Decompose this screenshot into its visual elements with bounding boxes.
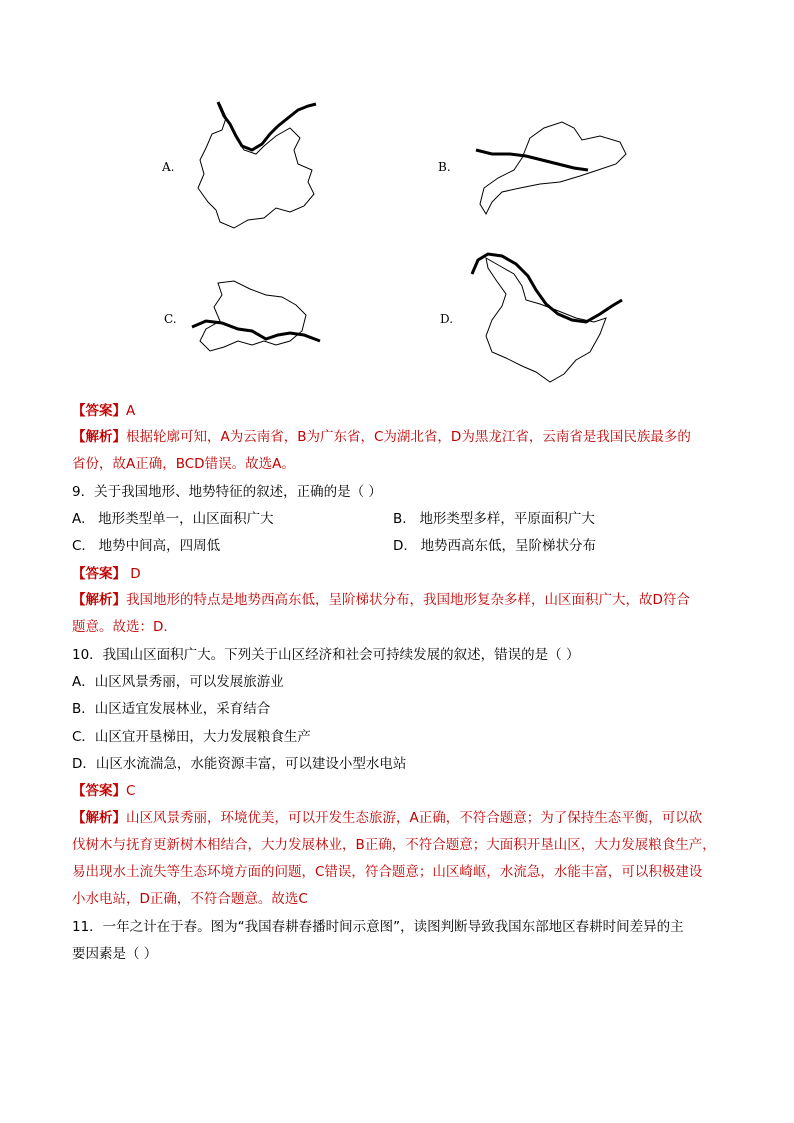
- q10-analysis-line2: 伐树木与抚育更新树木相结合，大力发展林业，B正确，不符合题意；大面积开垦山区，大力发展粮食生产，: [72, 837, 716, 853]
- q10-option-d: D．山区水流湍急，水能资源丰富，可以建设小型水电站: [72, 756, 407, 772]
- map-label-d: D.: [440, 312, 454, 326]
- q10-option-a: A．山区风景秀丽，可以发展旅游业: [72, 674, 284, 690]
- option-letter: D.: [393, 538, 408, 554]
- q10-analysis-text1: 山区风景秀丽，环境优美，可以开发生态旅游，A正确，不符合题意；为了保持生态平衡，可以砍: [126, 810, 703, 826]
- q8-answer: A: [126, 403, 136, 419]
- analysis-tag: 【解析】: [72, 429, 126, 445]
- map-label-b: B.: [438, 160, 451, 174]
- q9-option-d: [393, 537, 596, 555]
- q9-option-b: [393, 510, 595, 528]
- map-c-hubei-outline: [190, 275, 330, 355]
- q9-option-c: [72, 537, 220, 555]
- option-text: 地势西高东低，呈阶梯状分布: [420, 538, 597, 554]
- q8-analysis-line1: [72, 428, 732, 446]
- option-text: 地形类型单一，山区面积广大: [98, 511, 274, 527]
- q10-answer: C: [126, 783, 136, 799]
- q10-analysis-line3: 易出现水土流失等生态环境方面的问题，C错误，符合题意；山区崎岖，水流急，水能丰富，可以积极建设: [72, 864, 703, 880]
- answer-tag: 【答案】: [72, 566, 126, 582]
- option-text: 地势中间高，四周低: [98, 538, 221, 554]
- map-a-yunnan-outline: [190, 98, 325, 233]
- analysis-tag: 【解析】: [72, 592, 126, 608]
- q10-option-b: B．山区适宜发展林业，采育结合: [72, 701, 271, 717]
- answer-tag: 【答案】: [72, 403, 126, 419]
- option-letter: B.: [393, 511, 407, 527]
- q8-answer-line: [72, 402, 732, 420]
- q10-stem: 10．我国山区面积广大。下列关于山区经济和社会可持续发展的叙述，错误的是（ ）: [72, 647, 580, 663]
- map-label-a: A.: [162, 160, 175, 174]
- option-letter: C.: [72, 538, 86, 554]
- q10-option-c: C．山区宜开垦梯田，大力发展粮食生产: [72, 729, 311, 745]
- q10-answer-line: [72, 782, 732, 800]
- answer-tag: 【答案】: [72, 783, 126, 799]
- option-text: 地形类型多样，平原面积广大: [419, 511, 595, 527]
- q9-answer: D: [126, 566, 141, 582]
- analysis-tag: 【解析】: [72, 810, 126, 826]
- q9-answer-line: [72, 565, 732, 583]
- option-letter: A.: [72, 511, 86, 527]
- map-b-guangdong-outline: [470, 118, 630, 218]
- q9-stem: 9．关于我国地形、地势特征的叙述，正确的是（ ）: [72, 484, 382, 500]
- q9-analysis-line2: 题意。故选：D.: [72, 619, 168, 635]
- q8-analysis-text1: 根据轮廓可知，A为云南省，B为广东省，C为湖北省，D为黑龙江省，云南省是我国民族最多的: [126, 429, 691, 445]
- q10-analysis-line1: [72, 809, 732, 827]
- q10-analysis-line4: 小水电站，D正确，不符合题意。故选C: [72, 891, 308, 907]
- map-label-c: C.: [164, 312, 177, 326]
- map-d-heilongjiang-outline: [466, 248, 628, 388]
- q8-analysis-line2: 省份，故A正确，BCD错误。故选A。: [72, 456, 295, 472]
- q9-analysis-text1: 我国地形的特点是地势西高东低，呈阶梯状分布，我国地形复杂多样，山区面积广大，故D符合: [126, 592, 690, 608]
- q11-stem-line2: 要因素是（ ）: [72, 946, 158, 962]
- q11-stem-line1: 11．一年之计在于春。图为“我国春耕春播时间示意图”，读图判断导致我国东部地区春耕时间差异的主: [72, 919, 684, 935]
- q9-option-a: [72, 510, 274, 528]
- q9-analysis-line1: [72, 591, 732, 609]
